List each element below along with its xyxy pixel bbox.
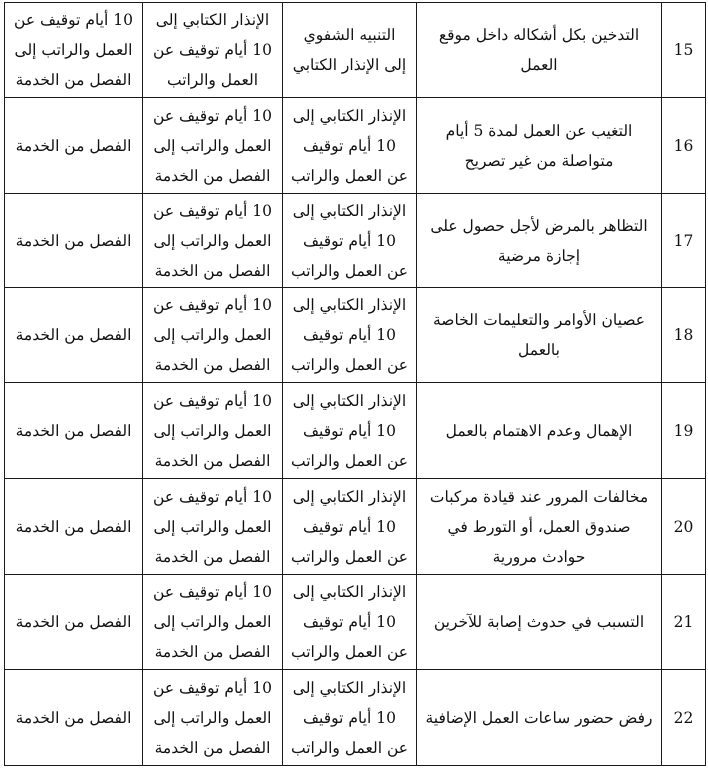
first-offense-penalty: الإنذار الكتابي إلى 10 أيام توقيف عن العمل والراتب: [283, 194, 417, 288]
third-offense-penalty: الفصل من الخدمة: [5, 670, 143, 766]
table-row: [5, 98, 706, 194]
violation-number: 19: [662, 383, 706, 479]
third-offense-penalty: الفصل من الخدمة: [5, 479, 143, 575]
table-row: [5, 575, 706, 670]
violation-description: التظاهر بالمرض لأجل حصول على إجازة مرضية: [417, 194, 662, 288]
violation-number: 18: [662, 288, 706, 383]
second-offense-penalty: 10 أيام توقيف عن العمل والراتب إلى الفصل من الخدمة: [143, 98, 283, 194]
violation-number: 16: [662, 98, 706, 194]
first-offense-penalty: الإنذار الكتابي إلى 10 أيام توقيف عن العمل والراتب: [283, 479, 417, 575]
table-row: [5, 288, 706, 383]
second-offense-penalty: 10 أيام توقيف عن العمل والراتب إلى الفصل من الخدمة: [143, 479, 283, 575]
second-offense-penalty: 10 أيام توقيف عن العمل والراتب إلى الفصل من الخدمة: [143, 383, 283, 479]
violation-description: عصيان الأوامر والتعليمات الخاصة بالعمل: [417, 288, 662, 383]
violation-number: 15: [662, 3, 706, 98]
violation-description: الإهمال وعدم الاهتمام بالعمل: [417, 383, 662, 479]
second-offense-penalty: 10 أيام توقيف عن العمل والراتب إلى الفصل من الخدمة: [143, 575, 283, 670]
table-row: [5, 479, 706, 575]
penalties-table: [4, 2, 706, 766]
violation-number: 22: [662, 670, 706, 766]
violation-description: التغيب عن العمل لمدة 5 أيام متواصلة من غير تصريح: [417, 98, 662, 194]
second-offense-penalty: 10 أيام توقيف عن العمل والراتب إلى الفصل من الخدمة: [143, 670, 283, 766]
first-offense-penalty: الإنذار الكتابي إلى 10 أيام توقيف عن العمل والراتب: [283, 575, 417, 670]
third-offense-penalty: الفصل من الخدمة: [5, 288, 143, 383]
third-offense-penalty: 10 أيام توقيف عن العمل والراتب إلى الفصل من الخدمة: [5, 3, 143, 98]
first-offense-penalty: الإنذار الكتابي إلى 10 أيام توقيف عن العمل والراتب: [283, 98, 417, 194]
violation-description: رفض حضور ساعات العمل الإضافية: [417, 670, 662, 766]
second-offense-penalty: الإنذار الكتابي إلى 10 أيام توقيف عن العمل والراتب: [143, 3, 283, 98]
third-offense-penalty: الفصل من الخدمة: [5, 575, 143, 670]
first-offense-penalty: الإنذار الكتابي إلى 10 أيام توقيف عن العمل والراتب: [283, 288, 417, 383]
table-row: [5, 3, 706, 98]
violation-description: التدخين بكل أشكاله داخل موقع العمل: [417, 3, 662, 98]
second-offense-penalty: 10 أيام توقيف عن العمل والراتب إلى الفصل من الخدمة: [143, 194, 283, 288]
violation-number: 20: [662, 479, 706, 575]
third-offense-penalty: الفصل من الخدمة: [5, 383, 143, 479]
first-offense-penalty: الإنذار الكتابي إلى 10 أيام توقيف عن العمل والراتب: [283, 670, 417, 766]
violation-number: 17: [662, 194, 706, 288]
penalties-table-body: [5, 3, 706, 766]
table-row: [5, 670, 706, 766]
violation-description: التسبب في حدوث إصابة للآخرين: [417, 575, 662, 670]
table-row: [5, 194, 706, 288]
second-offense-penalty: 10 أيام توقيف عن العمل والراتب إلى الفصل من الخدمة: [143, 288, 283, 383]
first-offense-penalty: التنبيه الشفوي إلى الإنذار الكتابي: [283, 3, 417, 98]
first-offense-penalty: الإنذار الكتابي إلى 10 أيام توقيف عن العمل والراتب: [283, 383, 417, 479]
third-offense-penalty: الفصل من الخدمة: [5, 98, 143, 194]
violation-number: 21: [662, 575, 706, 670]
third-offense-penalty: الفصل من الخدمة: [5, 194, 143, 288]
table-row: [5, 383, 706, 479]
violation-description: مخالفات المرور عند قيادة مركبات صندوق العمل، أو التورط في حوادث مرورية: [417, 479, 662, 575]
